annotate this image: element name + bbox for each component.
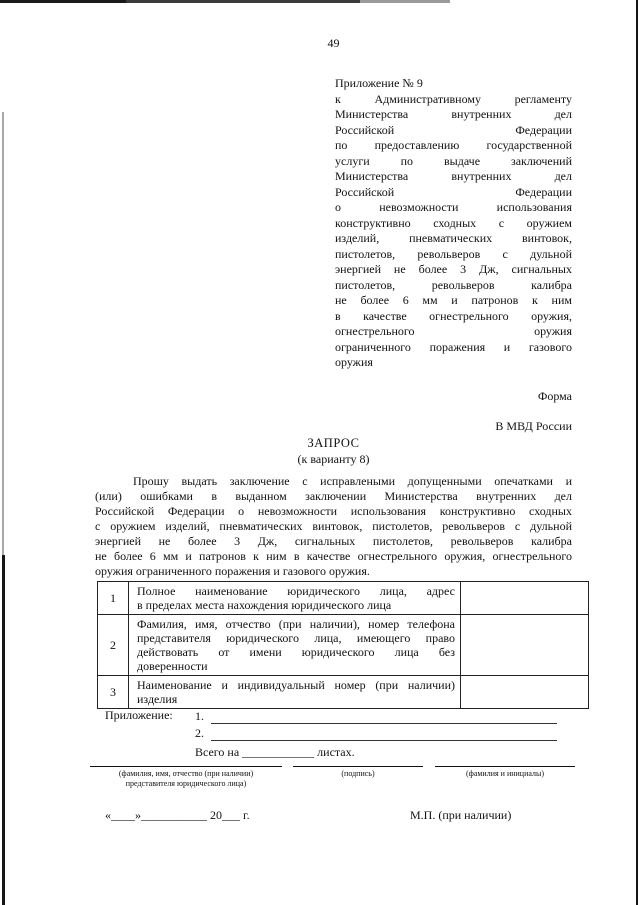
annex-line: услуги по выдаче заключений [335, 153, 572, 168]
attachments-section [105, 707, 557, 760]
request-body-paragraph [95, 474, 572, 579]
row-label-line: Наименование и индивидуальный номер (при наличии) [137, 678, 455, 692]
signature-section [0, 766, 640, 826]
signature-field-signature [293, 766, 423, 779]
request-variant-subtitle: (к варианту 8) [297, 452, 370, 466]
row-label-line: доверенности [137, 659, 208, 673]
date-blank-line: «____»___________ 20___ г. [105, 808, 250, 822]
body-line: энергией не более 3 Дж, сигнальных пистолетов, револьверов калибра [95, 534, 572, 548]
row-label-line: в пределах места нахождения юридического лица [137, 598, 392, 612]
annex-line: Министерства внутренних дел [335, 169, 572, 183]
attachment-blank-line [211, 726, 557, 741]
row-value-cell [461, 676, 589, 709]
annex-line: энергией не более 3 Дж, сигнальных [335, 262, 572, 276]
attachment-item [195, 724, 557, 741]
row-label [129, 615, 461, 676]
annex-line: о невозможности использования [335, 200, 572, 214]
annex-line: пистолетов, револьверов с дульной [335, 246, 572, 261]
annex-line: в качестве огнестрельного оружия, [335, 308, 572, 323]
attachment-item [195, 707, 557, 724]
annex-line: по предоставлению государственной [335, 138, 572, 152]
row-label-line: Полное наименование юридического лица, адрес [137, 584, 455, 598]
body-line: оружия ограниченного поражения и газового оружия. [95, 564, 370, 578]
annex-line: не более 6 мм и патронов к ним [335, 293, 572, 307]
body-line: (или) ошибками в выданном заключении Министерства внутренних дел [95, 489, 572, 503]
annex-line: к Административному регламенту [335, 91, 572, 106]
row-label [129, 582, 461, 615]
table-row [98, 615, 589, 676]
row-label-line: Фамилия, имя, отчество (при наличии), номер телефона [137, 617, 455, 631]
request-title: ЗАПРОС [307, 436, 360, 450]
table-row [98, 582, 589, 615]
scan-artifact-left-edge-gray [2, 112, 4, 555]
signature-caption-line: (подпись) [341, 769, 375, 778]
annex-line: ограниченного поражения и газового [335, 339, 572, 354]
body-line: Прошу выдать заключение с исправлеными допущенными опечатками и [133, 474, 572, 488]
row-number: 3 [98, 676, 129, 709]
annex-line: конструктивно сходных с оружием [335, 215, 572, 230]
annex-line: Российской Федерации [335, 122, 572, 137]
row-label-line: представителя юридического лица, имеющего право [137, 631, 455, 645]
body-line: не более 6 мм и патронов к ним в качестве огнестрельного оружия, огнестрельного [95, 549, 572, 563]
attachment-number: 1. [195, 709, 204, 723]
annex-line: Российской Федерации [335, 184, 572, 199]
table-row [98, 676, 589, 709]
row-value-cell [461, 582, 589, 615]
attachments-total-line: Всего на ____________ листах. [195, 745, 355, 759]
row-label-line: действовать от имени юридического лица без [137, 645, 455, 659]
signature-field-initials [435, 766, 575, 779]
form-type-label: Форма [537, 389, 572, 403]
body-line: Российской Федерации о невозможности использования конструктивно сходных [95, 504, 572, 518]
attachments-items [195, 707, 557, 741]
recipient-line: В МВД России [495, 419, 572, 433]
attachments-label: Приложение: [105, 708, 173, 722]
annex-line: изделий, пневматических винтовок, [335, 231, 572, 245]
scan-artifact-top-edge [0, 0, 450, 3]
signature-field-representative [90, 766, 282, 788]
row-label-line: изделия [137, 692, 178, 706]
scan-artifact-left-edge-black [2, 555, 5, 905]
signature-caption-line: (фамилия и инициалы) [465, 769, 545, 778]
annex-line: оружия [335, 355, 373, 369]
signature-caption-line: представителя юридического лица) [125, 778, 247, 788]
request-table [97, 581, 589, 709]
row-number: 1 [98, 582, 129, 615]
annex-line: пистолетов, револьверов калибра [335, 277, 572, 292]
annex-reference-block [335, 76, 572, 371]
row-value-cell [461, 615, 589, 676]
signature-caption-line: (фамилия, имя, отчество (при наличии) [118, 769, 254, 778]
annex-line: огнестрельного оружия [335, 324, 572, 338]
page-number: 49 [327, 36, 340, 50]
attachment-number: 2. [195, 726, 204, 740]
stamp-note: М.П. (при наличии) [410, 808, 512, 822]
row-number: 2 [98, 615, 129, 676]
annex-line: Приложение № 9 [335, 76, 423, 90]
body-line: с оружием изделий, пневматических винтовок, пистолетов, револьверов с дульной [95, 519, 572, 533]
row-label [129, 676, 461, 709]
attachment-blank-line [211, 709, 557, 724]
annex-line: Министерства внутренних дел [335, 107, 572, 121]
